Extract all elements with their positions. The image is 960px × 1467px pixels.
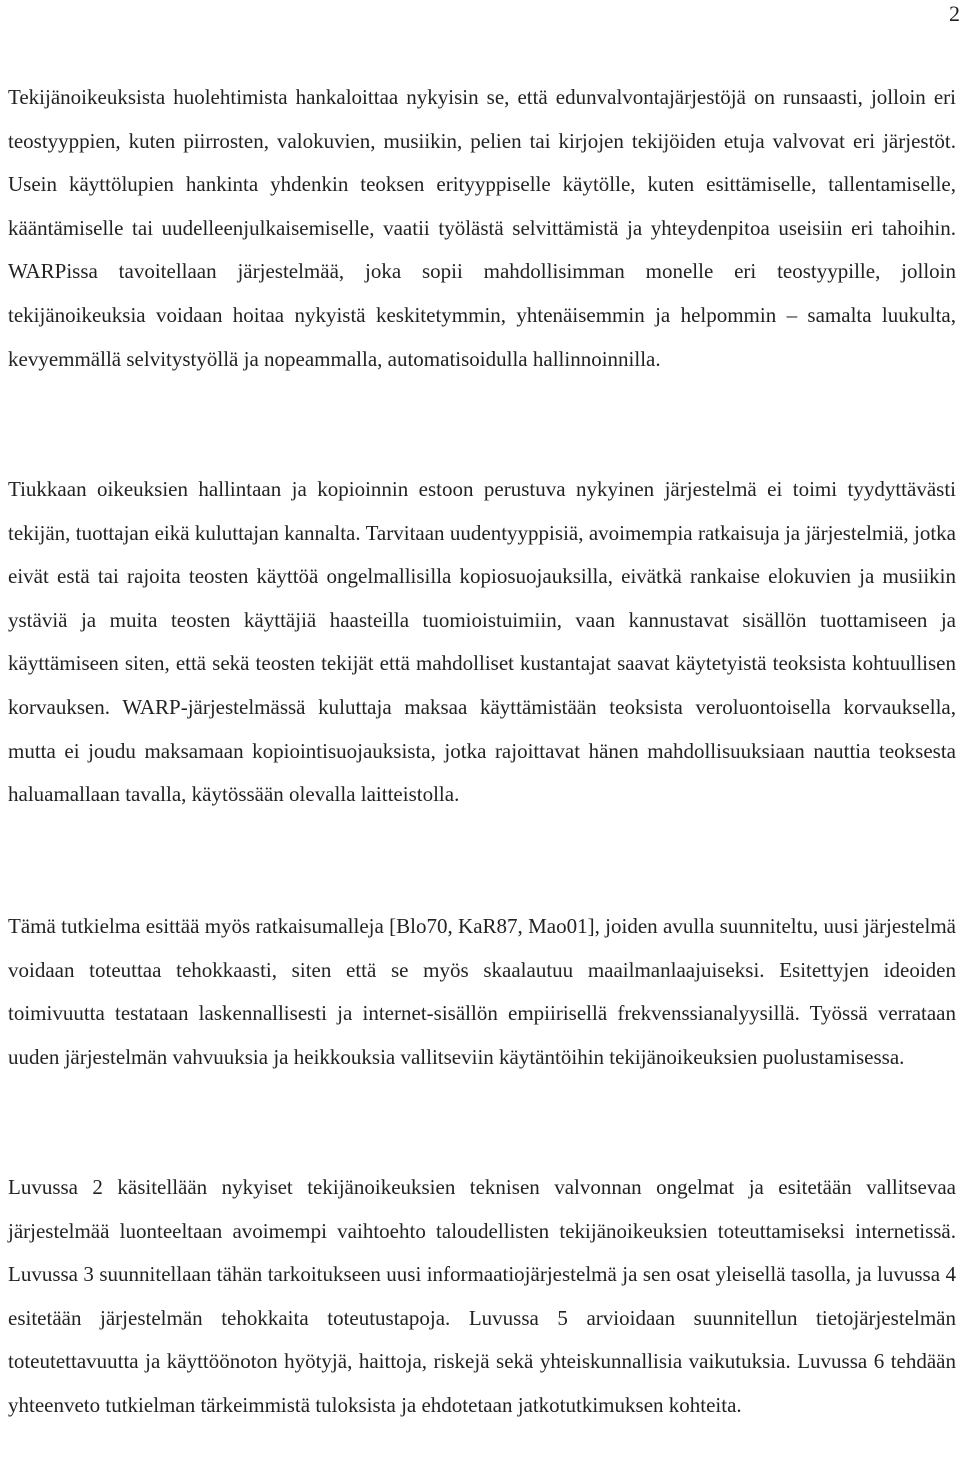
page-number: 2 xyxy=(949,1,960,26)
paragraph-4: Luvussa 2 käsitellään nykyiset tekijänoikeuksien teknisen valvonnan ongelmat ja esitetään vallitsevaa järjestelmää luonteeltaan avoimempi vaihtoehto taloudellisten tekijänoikeuksien toteuttamiseksi internetissä. Luvussa 3 suunnitellaan tähän tarkoitukseen uusi informaatiojärjestelmä ja sen osat yleisellä tasolla, ja luvussa 4 esitetään järjestelmän tehokkaita toteutustapoja. Luvussa 5 arvioidaan suunnitellun tietojärjestelmän toteutettavuutta ja käyttöönoton hyötyjä, haittoja, riskejä sekä yhteiskunnallisia vaikutuksia. Luvussa 6 tehdään yhteenveto tutkielman tärkeimmistä tuloksista ja ehdotetaan jatkotutkimuksen kohteita. xyxy=(8,1175,956,1417)
paragraph-2: Tiukkaan oikeuksien hallintaan ja kopioinnin estoon perustuva nykyinen järjestelmä ei toimi tyydyttävästi tekijän, tuottajan eikä kuluttajan kannalta. Tarvitaan uudentyyppisiä, avoimempia ratkaisuja ja järjestelmiä, jotka eivät estä tai rajoita teosten käyttöä ongelmallisilla kopiosuojauksilla, eivätkä rankaise elokuvien ja musiikin ystäviä ja muita teosten käyttäjiä haasteilla tuomioistuimiin, vaan kannustavat sisällön tuottamiseen ja käyttämiseen siten, että sekä teosten tekijät että mahdolliset kustantajat saavat käytetyistä teoksista kohtuullisen korvauksen. WARP-järjestelmässä kuluttaja maksaa käyttämistään teoksista veroluontoisella korvauksella, mutta ei joudu maksamaan kopiointisuojauksista, jotka rajoittavat hänen mahdollisuuksiaan nauttia teoksesta haluamallaan tavalla, käytössään olevalla laitteistolla. xyxy=(8,477,956,807)
paragraph-3: Tämä tutkielma esittää myös ratkaisumalleja [Blo70, KaR87, Mao01], joiden avulla suunniteltu, uusi järjestelmä voidaan toteuttaa tehokkaasti, siten että se myös skaalautuu maailmanlaajuiseksi. Esitettyjen ideoiden toimivuutta testataan laskennallisesti ja internet-sisällön empiirisellä frekvenssianalyysillä. Työssä verrataan uuden järjestelmän vahvuuksia ja heikkouksia vallitseviin käytäntöihin tekijänoikeuksien puolustamisessa. xyxy=(8,914,956,1069)
paragraph-1: Tekijänoikeuksista huolehtimista hankaloittaa nykyisin se, että edunvalvontajärjestöjä on runsaasti, jolloin eri teostyyppien, kuten piirrosten, valokuvien, musiikin, pelien tai kirjojen tekijöiden etuja valvovat eri järjestöt. Usein käyttölupien hankinta yhdenkin teoksen erityyppiselle käytölle, kuten esittämiselle, tallentamiselle, kääntämiselle tai uudelleenjulkaisemiselle, vaatii työlästä selvittämistä ja yhteydenpitoa useisiin eri tahoihin. WARPissa tavoitellaan järjestelmää, joka sopii mahdollisimman monelle eri teostyypille, jolloin tekijänoikeuksia voidaan hoitaa nykyistä keskitetymmin, yhtenäisemmin ja helpommin – samalta luukulta, kevyemmällä selvitystyöllä ja nopeammalla, automatisoidulla hallinnoinnilla. xyxy=(8,85,956,371)
